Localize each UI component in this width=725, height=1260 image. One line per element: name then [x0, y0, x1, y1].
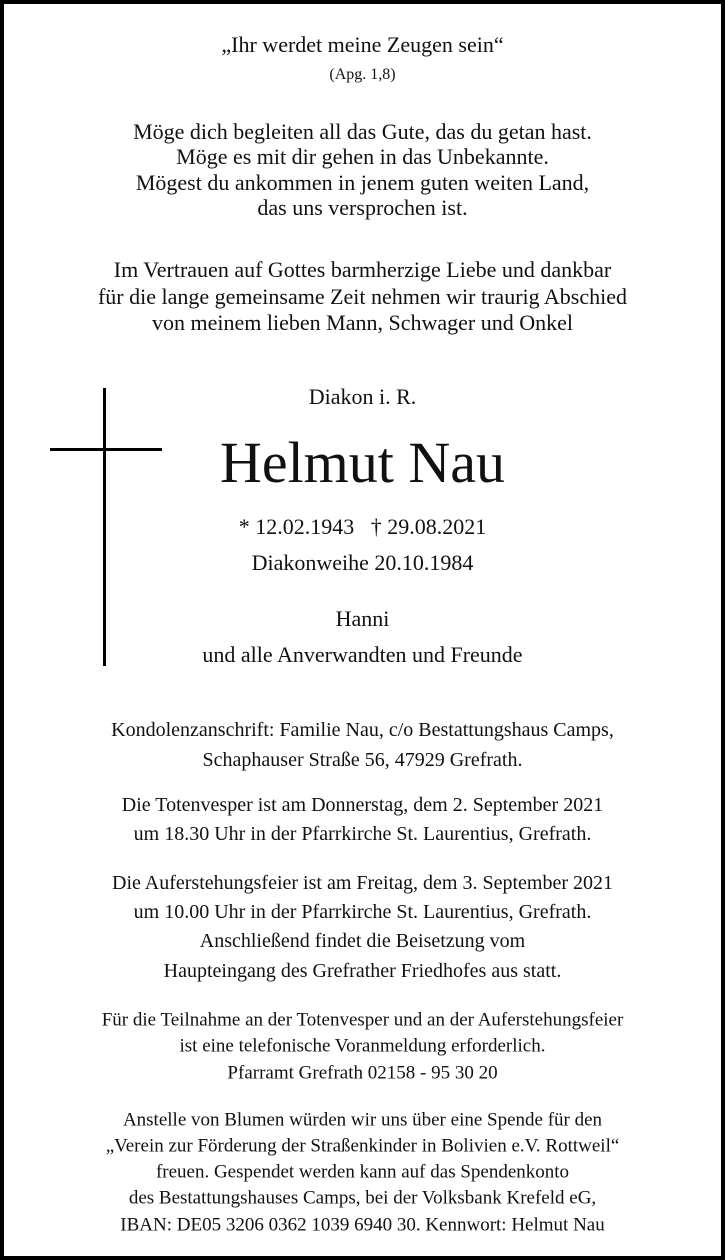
vespers-line: Die Totenvesper ist am Donnerstag, dem 2. September 2021 — [121, 794, 604, 816]
donation-line: freuen. Gespendet werden kann auf das Spendenkonto — [155, 1161, 570, 1183]
poem-line: das uns versprochen ist. — [257, 195, 468, 220]
mourner: Hanni — [335, 606, 390, 631]
intro-line: Im Vertrauen auf Gottes barmherzige Liebe und dankbar — [113, 257, 612, 282]
donation-line: des Bestattungshauses Camps, bei der Volksbank Krefeld eG, — [128, 1187, 597, 1209]
intro-line: von meinem lieben Mann, Schwager und Onkel — [152, 310, 573, 335]
deceased-ordination: Diakonweihe 20.10.1984 — [251, 550, 474, 575]
poem-line: Mögest du ankommen in jenem guten weiten Land, — [135, 170, 590, 195]
funeral-line: Anschließend findet die Beisetzung vom — [199, 930, 526, 952]
donation-line: „Verein zur Förderung der Straßenkinder in Bolivien e.V. Rottweil“ — [105, 1135, 620, 1157]
funeral-line: Die Auferstehungsfeier ist am Freitag, dem 3. September 2021 — [112, 872, 613, 894]
deceased-dates: * 12.02.1943 † 29.08.2021 — [238, 514, 487, 539]
registration-line: Für die Teilnahme an der Totenvesper und an der Auferstehungsfeier — [101, 1009, 624, 1031]
deceased-name: Helmut Nau — [219, 430, 506, 495]
poem-line: Möge es mit dir gehen in das Unbekannte. — [176, 144, 549, 169]
deceased-title: Diakon i. R. — [308, 384, 417, 409]
donation-line: Anstelle von Blumen würden wir uns über eine Spende für den — [122, 1109, 603, 1131]
motto-reference: (Apg. 1,8) — [329, 66, 396, 83]
registration-line: ist eine telefonische Voranmeldung erforderlich. — [179, 1035, 546, 1057]
intro-line: für die lange gemeinsame Zeit nehmen wir traurig Abschied — [97, 284, 628, 309]
condolence-line: Kondolenzanschrift: Familie Nau, c/o Bestattungshaus Camps, — [111, 719, 614, 741]
motto-quote: „Ihr werdet meine Zeugen sein“ — [221, 32, 504, 57]
poem-line: Möge dich begleiten all das Gute, das du getan hast. — [133, 119, 592, 144]
vespers-line: um 18.30 Uhr in der Pfarrkirche St. Laurentius, Grefrath. — [133, 823, 592, 845]
funeral-line: um 10.00 Uhr in der Pfarrkirche St. Laurentius, Grefrath. — [133, 901, 592, 923]
mourner: und alle Anverwandten und Freunde — [202, 642, 523, 667]
funeral-line: Haupteingang des Grefrather Friedhofes aus statt. — [163, 960, 562, 982]
donation-line: IBAN: DE05 3206 0362 1039 6940 30. Kennwort: Helmut Nau — [120, 1214, 605, 1236]
condolence-line: Schaphauser Straße 56, 47929 Grefrath. — [202, 749, 523, 771]
registration-line: Pfarramt Grefrath 02158 - 95 30 20 — [227, 1062, 498, 1084]
